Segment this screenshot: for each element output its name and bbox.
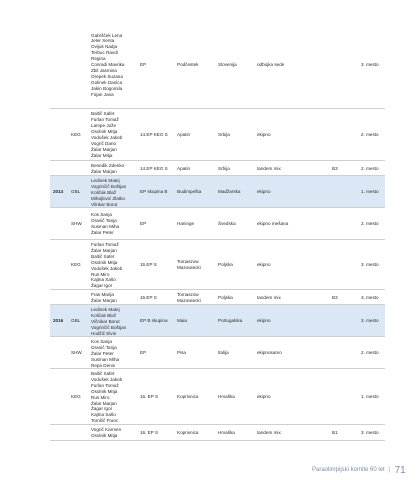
year-cell: 2014	[53, 189, 64, 195]
city-cell: Apatin	[177, 132, 191, 138]
event-cell: 14.EP KEG S	[140, 165, 168, 171]
athlete-name: Fojan Jana	[91, 91, 114, 97]
athlete-name: Vogrinčič Boštjan	[91, 183, 127, 189]
result-cell: 2. mesto	[361, 350, 379, 356]
discipline-cell: ekipno	[257, 318, 271, 324]
result-cell: 2. mesto	[361, 221, 379, 227]
event-cell: EP skupina B	[140, 189, 168, 195]
table-row	[50, 305, 385, 337]
athlete-name: Količak Blaž	[91, 189, 117, 195]
athlete-name: Žalar Peter	[91, 350, 114, 356]
event-cell: EP	[140, 350, 147, 356]
athlete-name: Vodušek Jakob	[91, 265, 123, 271]
athlete-name: Rus Miro	[91, 271, 110, 277]
class-cell: B3	[332, 294, 338, 300]
discipline-cell: ekipno	[257, 262, 271, 268]
athlete-name: Terbuc Ravdi	[91, 50, 118, 56]
athlete-name: Furlan Tomaž	[91, 242, 119, 247]
discipline-cell: tandem mix	[257, 294, 281, 300]
city-cell: Tomaszow Mazowiecki	[177, 291, 201, 303]
footer-separator: |	[388, 467, 390, 473]
discipline-cell: ekipno	[257, 394, 271, 400]
result-cell: 3. mesto	[361, 318, 379, 324]
country-cell: Srbija	[218, 165, 230, 171]
city-cell: Apatin	[177, 165, 191, 171]
athlete-name: Žalar Marjan	[91, 400, 117, 406]
table-row	[50, 290, 385, 305]
athlete-name: Jakin Bogomila	[91, 85, 123, 91]
country-cell: Madžarska	[218, 189, 241, 195]
discipline-cell: ekipno mešana	[257, 221, 289, 227]
athlete-name: Vlinkar Borut	[91, 201, 118, 207]
athlete-name: Golinek Danica	[91, 79, 123, 85]
athlete-name: Baltič Safet	[91, 371, 115, 376]
table-row	[50, 21, 385, 109]
discipline-cell: ekipno	[257, 189, 271, 195]
city-cell: Koprivnica	[177, 394, 199, 400]
discipline-cell: tandem mix	[257, 165, 281, 171]
discipline-cell: ekipnosamo	[257, 350, 282, 356]
event-cell: 16. EP S	[140, 430, 159, 436]
result-cell: 2. mesto	[361, 165, 379, 171]
country-cell: Srbija	[218, 132, 230, 138]
footer-text: Paraolimpijski komite 60 let	[312, 467, 385, 473]
athlete-name: Susman Miha	[91, 356, 120, 362]
table-row	[50, 369, 385, 425]
city-cell: Koprivnica	[177, 430, 199, 436]
sport-code-cell: KEG	[71, 132, 81, 138]
table-row	[50, 240, 385, 290]
athlete-name: Conradi Mavrika	[91, 62, 125, 68]
results-table	[50, 21, 385, 441]
athlete-name: Osolnik Mitja	[91, 259, 118, 265]
athlete-name: Kos Sanja	[91, 339, 112, 344]
athlete-names	[91, 212, 119, 236]
event-cell: 15.EP S	[140, 262, 157, 268]
table-row	[50, 425, 385, 441]
athlete-names	[91, 339, 119, 369]
country-cell: Italija	[218, 350, 229, 356]
sport-code-cell: SHW	[71, 221, 82, 227]
class-cell: B3	[332, 165, 338, 171]
athlete-name: Vogrič Karmen	[91, 427, 122, 433]
athlete-name: Ledinek Matej	[91, 178, 120, 183]
athlete-name: Gabršček Lena	[91, 32, 123, 38]
event-cell: 16. EP S	[140, 394, 159, 400]
table-row	[50, 208, 385, 240]
result-cell: 3. mesto	[361, 430, 379, 436]
sport-code-cell: KEG	[71, 262, 81, 268]
athlete-name: Oranič Tanja	[91, 218, 117, 224]
discipline-cell: odbojka sede	[257, 62, 285, 68]
athlete-name: Hodžič Elvis	[91, 330, 117, 336]
athlete-name: Osolnik Mitja	[91, 433, 118, 438]
athlete-name: Oranič Tanja	[91, 344, 117, 350]
athlete-name: Tomšič Franc	[91, 418, 119, 424]
discipline-cell: tandem mix	[257, 430, 281, 436]
result-cell: 3. mesto	[361, 262, 379, 268]
athlete-name: Žalar Mitja	[91, 152, 113, 158]
athlete-name: Mihajlović Zlatko	[91, 195, 125, 201]
athlete-names	[91, 242, 122, 289]
athlete-name: Orepek Suzana	[91, 73, 123, 79]
city-cell: Pisa	[177, 350, 186, 356]
table-row	[50, 161, 385, 176]
sport-code-cell: GBL	[71, 318, 81, 324]
athlete-name: Osolnik Mitja	[91, 388, 118, 394]
result-cell: 1. mesto	[361, 394, 379, 400]
result-cell: 3. mesto	[361, 294, 379, 300]
class-cell: B1	[332, 430, 338, 436]
table-row	[50, 337, 385, 369]
athlete-name: Furlan Tomaž	[91, 117, 119, 123]
athlete-name: Količak Blaž	[91, 312, 117, 318]
event-cell: 14.EP KEG S	[140, 132, 168, 138]
country-cell: Švedska	[218, 221, 236, 227]
table-row	[50, 176, 385, 208]
athlete-name: Vlčnikar Borut	[91, 318, 120, 324]
page-number: 71	[394, 465, 406, 476]
athlete-name: Kajtna Sašo	[91, 277, 116, 283]
athlete-name: Ovijuk Nadja	[91, 44, 118, 50]
city-cell: Podčestek	[177, 62, 199, 68]
country-cell: Poljska	[218, 294, 233, 300]
athlete-names	[91, 178, 126, 208]
athlete-name: Žagar Igor	[91, 406, 113, 412]
result-cell: 1. mesto	[361, 189, 379, 195]
sport-code-cell: GBL	[71, 189, 81, 195]
athlete-name: Vogrič Dario	[91, 140, 117, 146]
athlete-name: Vodušek Jakob	[91, 376, 123, 382]
athlete-name: Kos Sanja	[91, 212, 112, 218]
athlete-names	[91, 427, 121, 439]
country-cell: Hrvaška	[218, 430, 235, 436]
result-cell: 2. mesto	[361, 132, 379, 138]
result-cell: 3. mesto	[361, 62, 379, 68]
athlete-name: Rus Miro	[91, 394, 110, 400]
athlete-name: Žalar Marjan	[91, 247, 117, 253]
event-cell: EP	[140, 62, 147, 68]
sport-code-cell: SHW	[71, 350, 82, 356]
athlete-name: Baltič Safet	[91, 253, 115, 259]
athlete-name: Žalar Marjan	[91, 297, 117, 303]
country-cell: Hrvaška	[218, 394, 235, 400]
athlete-names	[91, 292, 117, 304]
athlete-name: Žalar Marjan	[91, 146, 117, 152]
city-cell: Tomaszow Mazowiecki	[177, 259, 201, 270]
year-cell: 2016	[53, 318, 64, 324]
athlete-name: Susman Miha	[91, 224, 120, 229]
city-cell: Maia	[177, 318, 187, 324]
athlete-name: Ledinek Matej	[91, 307, 120, 312]
athlete-names	[91, 307, 126, 337]
page-footer	[312, 465, 406, 476]
event-cell: EP B skupina	[140, 318, 168, 324]
athlete-names	[91, 111, 122, 158]
athlete-name: Žalar Peter	[91, 229, 114, 235]
discipline-cell: ekipno	[257, 132, 271, 138]
athlete-name: Žagar Igor	[91, 283, 113, 289]
athlete-name: Lampe Jože	[91, 123, 117, 129]
athlete-name: Zbil Jasmina	[91, 67, 117, 73]
country-cell: Portugalska	[218, 318, 243, 324]
sport-code-cell: KEG	[71, 394, 81, 400]
country-cell: Slovenija	[218, 62, 237, 68]
athlete-name: Regina	[91, 56, 106, 62]
athlete-names	[91, 163, 124, 175]
athlete-name: Žalar Marjan	[91, 168, 117, 174]
athlete-name: Osolnik Mitja	[91, 129, 118, 135]
athlete-names	[91, 371, 122, 424]
athlete-name: Fras Marija	[91, 292, 114, 297]
city-cell: Haninge	[177, 221, 195, 227]
athlete-name: Benedik Zdenko	[91, 163, 125, 168]
athlete-name: Repa Denis	[91, 362, 116, 368]
athlete-name: Vogrinčič Boštjan	[91, 324, 127, 330]
event-cell: EP	[140, 221, 147, 227]
athlete-name: Jeler Senta	[91, 38, 115, 44]
city-cell: Budimpešta	[177, 189, 202, 195]
athlete-name: Furlan Tomaž	[91, 382, 119, 388]
athlete-name: Vodušek Jakob	[91, 135, 123, 141]
athlete-names	[91, 33, 124, 98]
event-cell: 15.EP S	[140, 294, 157, 300]
athlete-name: Kajtna Sašo	[91, 412, 116, 418]
country-cell: Poljska	[218, 262, 233, 268]
athlete-name: Baltič Safet	[91, 111, 115, 117]
table-row	[50, 109, 385, 161]
